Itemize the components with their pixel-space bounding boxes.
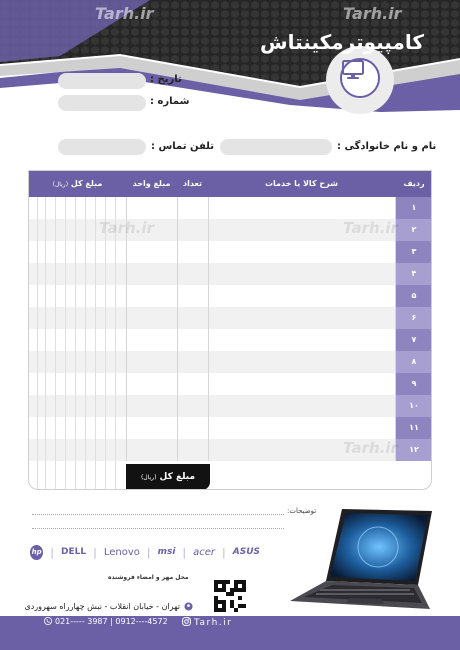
col-subdivider — [45, 197, 46, 490]
col-subdivider — [55, 197, 56, 490]
grand-total-unit: (ریال) — [140, 474, 157, 481]
brand-logo-lenovo: Lenovo — [103, 546, 140, 558]
col-description-header: شرح کالا یا خدمات — [265, 179, 338, 188]
brand-logo-dell: DELL — [61, 547, 87, 557]
row-number: ۷ — [395, 329, 432, 351]
col-row-header: ردیف — [403, 179, 425, 188]
phone-label: تلفن تماس : — [151, 141, 215, 152]
col-total-label: مبلغ کل — [70, 179, 103, 188]
logo-separator: | — [93, 545, 97, 559]
monitor-icon — [342, 60, 364, 80]
grand-total-box — [126, 464, 210, 490]
col-subdivider — [85, 197, 86, 490]
logo-separator: | — [182, 545, 187, 559]
phone-icon — [44, 617, 52, 625]
number-label: شماره : — [150, 96, 190, 107]
col-total-unit: (ریال) — [52, 181, 69, 188]
col-divider — [177, 197, 178, 461]
table-row — [29, 241, 432, 263]
address-text: تهران - خیابان انقلاب - نبش چهارراه سهروردی — [24, 602, 180, 611]
col-subdivider — [37, 197, 38, 490]
name-field[interactable] — [220, 139, 332, 155]
col-subdivider — [105, 197, 106, 490]
brand-logo-msi: msi — [157, 547, 176, 557]
row-number: ۴ — [395, 263, 432, 285]
brand-title — [260, 30, 424, 54]
table-row — [29, 285, 432, 307]
row-number: ۱۱ — [395, 417, 432, 439]
brand-logo-acer: acer — [193, 546, 216, 558]
grand-total-label: مبلغ کل — [159, 472, 196, 482]
phone-field[interactable] — [58, 139, 146, 155]
footer-website-text: Tarh.ir — [194, 618, 233, 628]
watermark-table-top: Tarh.ir — [343, 219, 398, 237]
col-subdivider — [65, 197, 66, 490]
instagram-icon — [182, 617, 191, 626]
table-row — [29, 373, 432, 395]
table-row — [29, 351, 432, 373]
row-number: ۱ — [395, 197, 432, 219]
col-qty-header: تعداد — [183, 179, 202, 188]
brand-name: مکینتاش — [260, 30, 344, 54]
table-row — [29, 263, 432, 285]
description-line[interactable] — [32, 514, 284, 515]
logo-separator: | — [50, 545, 55, 559]
row-number: ۹ — [395, 373, 432, 395]
brand-logos — [30, 544, 260, 560]
logo-separator: | — [222, 545, 226, 559]
invoice-table — [28, 170, 432, 490]
row-number: ۱۲ — [395, 439, 432, 461]
description-line[interactable] — [32, 528, 284, 529]
monitor-badge — [340, 58, 380, 98]
row-number: ۲ — [395, 219, 432, 241]
brand-logo-hp: hp — [30, 545, 43, 560]
col-subdivider — [115, 197, 116, 490]
row-number: ۱۰ — [395, 395, 432, 417]
table-row — [29, 329, 432, 351]
table-row — [29, 307, 432, 329]
row-number: ۳ — [395, 241, 432, 263]
seal-signature-label: محل مهر و امضاء فروشنده — [108, 574, 189, 581]
footer-phones — [44, 617, 168, 626]
row-number: ۵ — [395, 285, 432, 307]
footer-website — [182, 617, 232, 628]
laptop-illustration — [280, 505, 440, 615]
brand-prefix: کامپیوتر — [343, 30, 424, 54]
footer-phones-text: 021----- 3987 | 0912----4572 — [55, 617, 168, 626]
number-field[interactable] — [58, 95, 146, 111]
logo-separator: | — [146, 545, 151, 559]
col-divider — [208, 197, 209, 461]
description-label: توضیحات: — [287, 507, 317, 515]
date-label: تاریخ : — [150, 74, 182, 85]
table-header — [29, 171, 432, 197]
location-pin-icon — [184, 602, 193, 611]
table-row — [29, 395, 432, 417]
col-total-header — [29, 171, 126, 197]
watermark-top-right: Tarh.ir — [343, 4, 402, 23]
watermark-table-left: Tarh.ir — [99, 219, 154, 237]
col-subdivider — [75, 197, 76, 490]
col-unit-price-header: مبلغ واحد — [132, 179, 171, 188]
date-field[interactable] — [58, 73, 146, 89]
watermark-table-bottom: Tarh.ir — [343, 439, 398, 457]
watermark-top-left: Tarh.ir — [95, 4, 154, 23]
col-subdivider — [95, 197, 96, 490]
brand-logo-asus: ASUS — [232, 547, 260, 557]
row-number: ۶ — [395, 307, 432, 329]
qr-code — [214, 580, 246, 612]
name-label: نام و نام خانوادگی : — [337, 141, 437, 152]
table-row — [29, 197, 432, 219]
row-number: ۸ — [395, 351, 432, 373]
table-row — [29, 417, 432, 439]
